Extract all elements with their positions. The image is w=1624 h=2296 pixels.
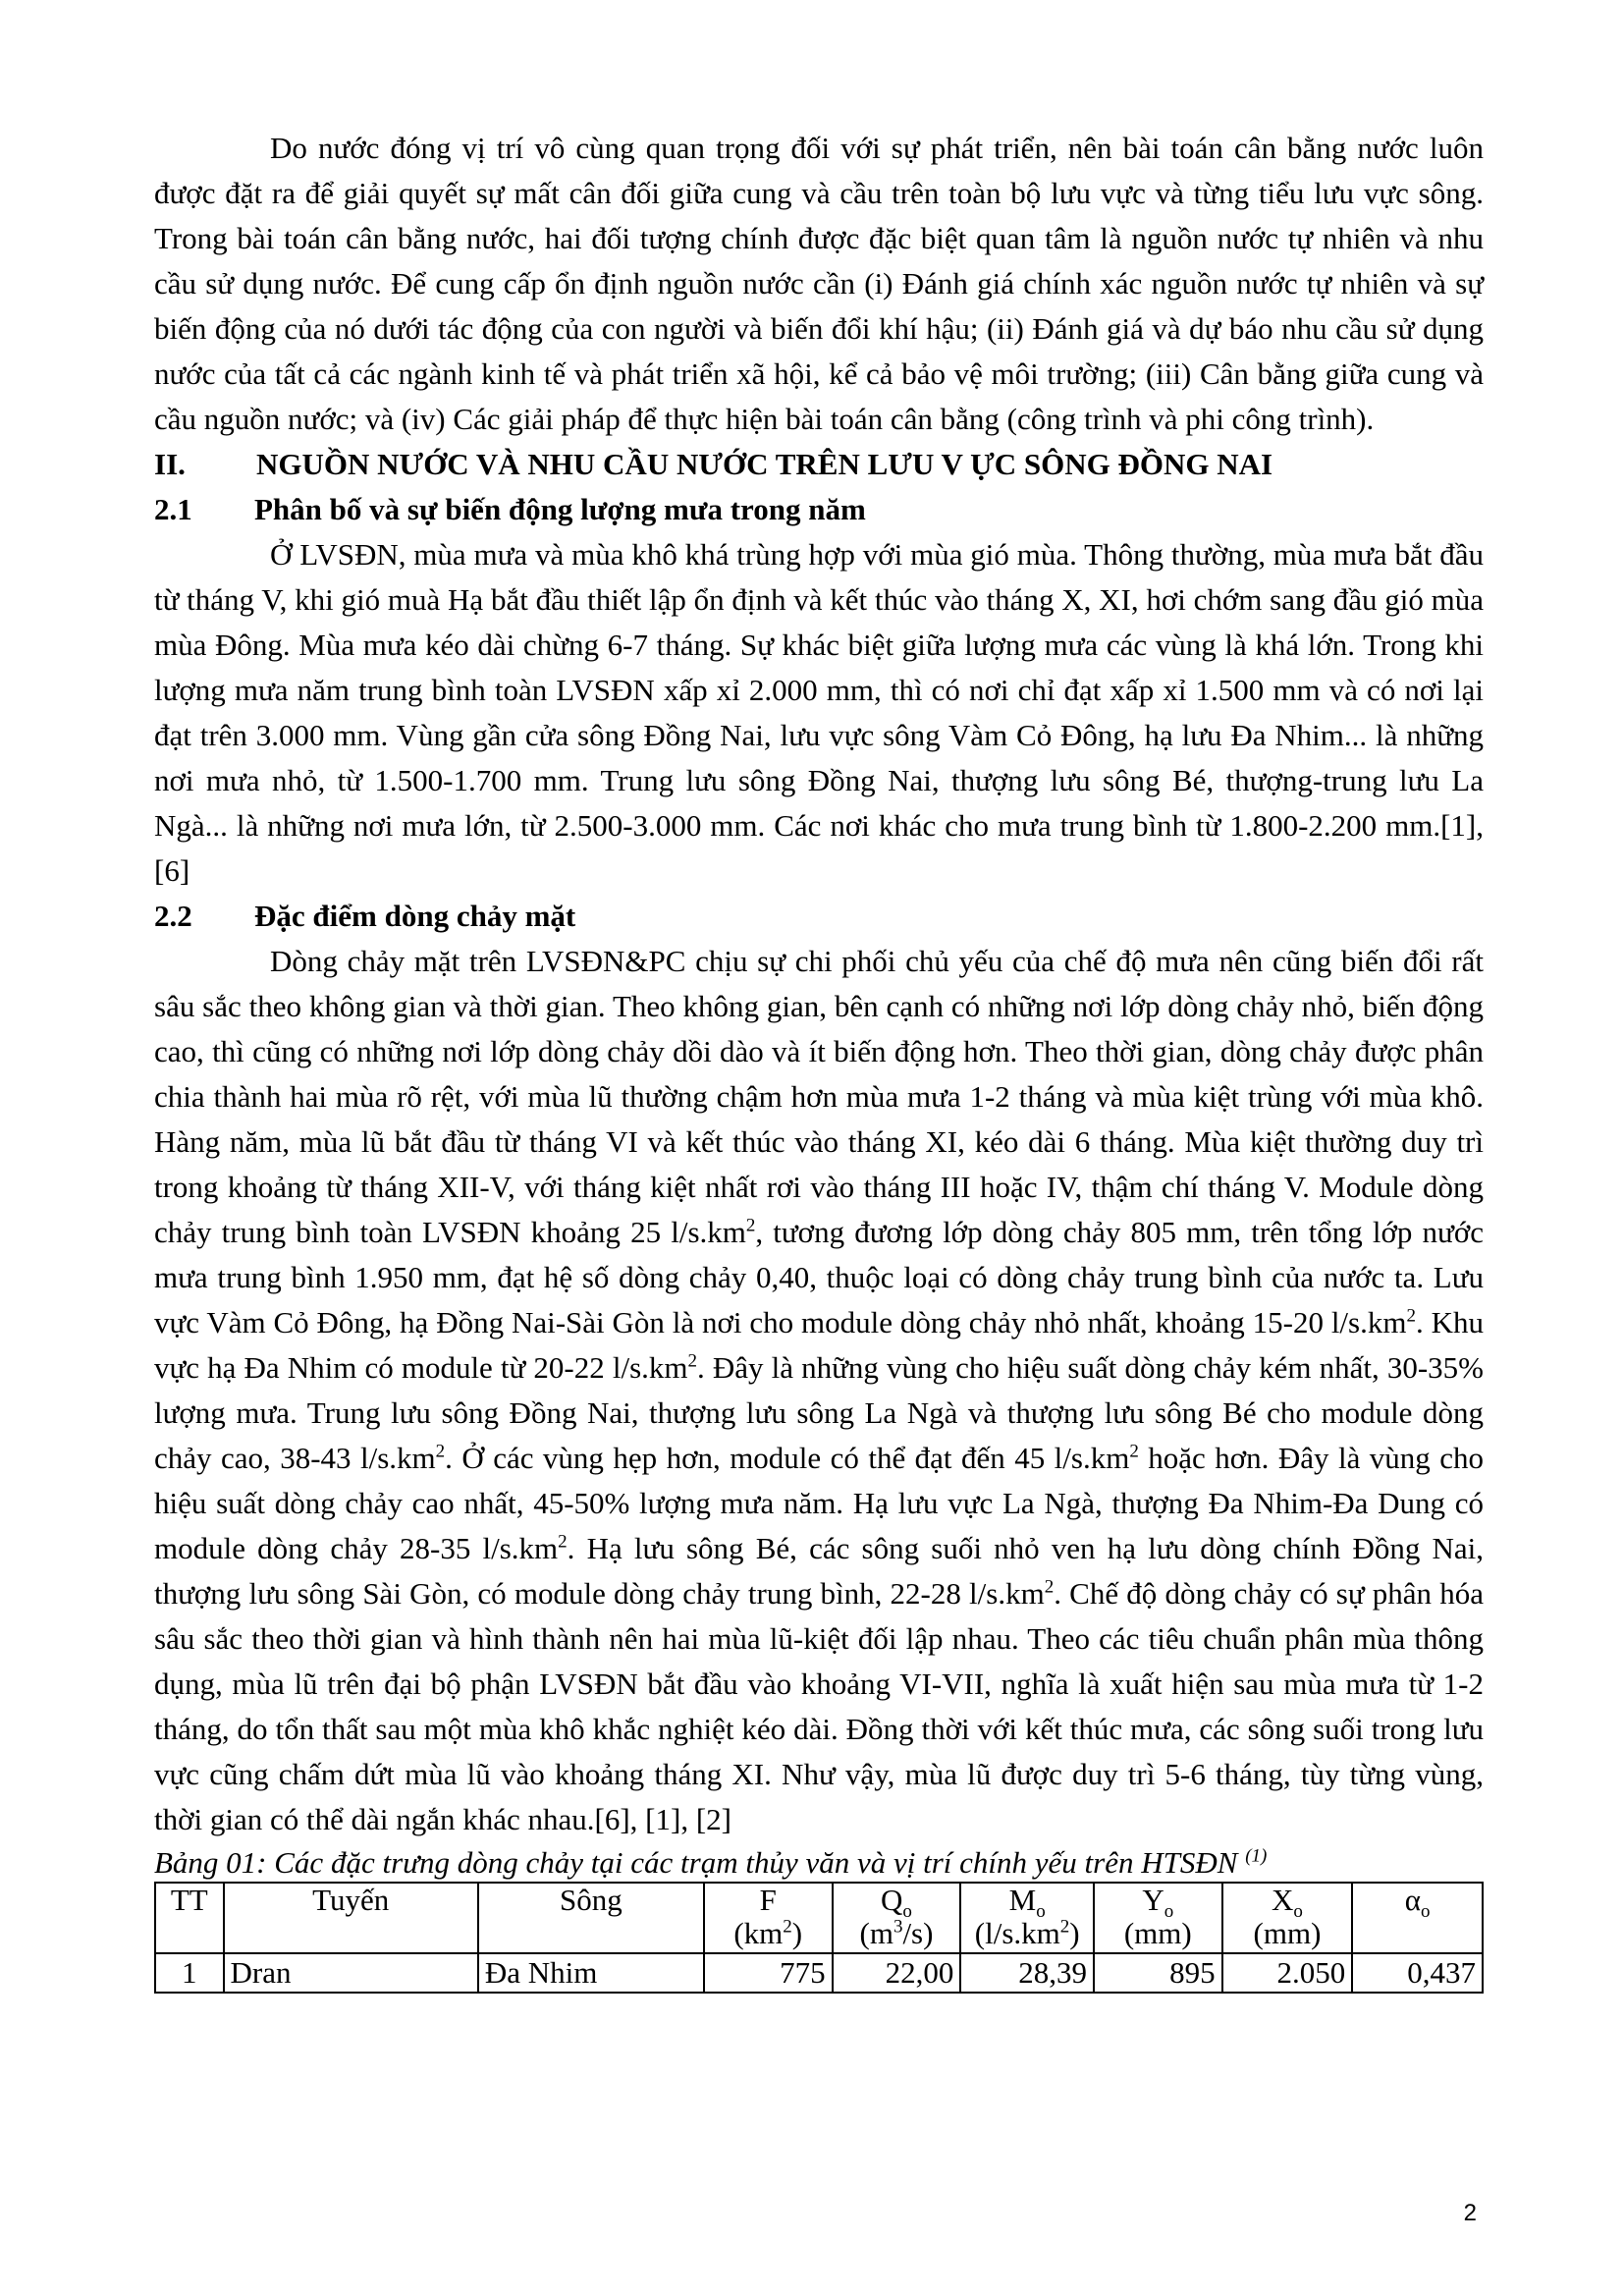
table-caption xyxy=(154,1844,1484,1882)
cell-q: 22,00 xyxy=(833,1953,961,1993)
header-song xyxy=(478,1883,704,1953)
subsection-heading-2-2 xyxy=(154,894,1484,939)
superscript: 2 xyxy=(435,1441,446,1462)
page-number: 2 xyxy=(1463,2200,1477,2226)
cell-song: Đa Nhim xyxy=(478,1953,704,1993)
header-symbol: F xyxy=(759,1883,777,1917)
runoff-text-2: , tương đương lớp dòng chảy 805 mm, trên tổng lớp nước mưa trung bình 1.950 mm, đạt hệ số dòng chảy 0,40, thuộc loại có dòng chảy trung bình của nước ta. Lưu vực Vàm Cỏ Đông, hạ Đồng Nai-Sài Gòn là nơi cho module dòng chảy nhỏ nhất, khoảng 15-20 l/s.km xyxy=(154,1215,1484,1339)
header-q xyxy=(833,1883,961,1953)
runoff-text-6: hoặc hơn. Đây là vùng cho hiệu suất dòng chảy cao nhất, 45-50% lượng mưa năm. Hạ lưu vực La Ngà, thượng Đa Nhim-Đa Dung có module dòng chảy 28-35 l/s.km xyxy=(154,1441,1484,1565)
cell-tuyen: Dran xyxy=(224,1953,478,1993)
runoff-characteristics-table xyxy=(154,1882,1484,1994)
runoff-text-1: Dòng chảy mặt trên LVSĐN&PC chịu sự chi phối chủ yếu của chế độ mưa nên cũng biến đổi rất sâu sắc theo không gian và thời gian. Theo không gian, bên cạnh có những nơi lớp dòng chảy nhỏ, biến động cao, thì cũng có những nơi lớp dòng chảy dồi dào và ít biến động hơn. Theo thời gian, dòng chảy được phân chia thành hai mùa rõ rệt, với mùa lũ thường chậm hơn mùa mưa 1-2 tháng và mùa kiệt trùng với mùa khô. Hàng năm, mùa lũ bắt đầu từ tháng VI và kết thúc vào tháng XI, kéo dài 6 tháng. Mùa kiệt thường duy trì trong khoảng từ tháng XII-V, với tháng kiệt nhất rơi vào tháng III hoặc IV, thậm chí tháng V. Module dòng chảy trung bình toàn LVSĐN khoảng 25 l/s.km xyxy=(154,944,1484,1249)
caption-text: Bảng 01: Các đặc trưng dòng chảy tại các trạm thủy văn và vị trí chính yếu trên HTSĐN xyxy=(154,1845,1238,1880)
section-heading-2 xyxy=(154,442,1484,487)
cell-x: 2.050 xyxy=(1222,1953,1353,1993)
runoff-paragraph xyxy=(154,939,1484,1842)
cell-f: 775 xyxy=(704,1953,833,1993)
header-unit: (km xyxy=(733,1916,784,1950)
header-subscript: o xyxy=(1293,1901,1303,1923)
cell-tt: 1 xyxy=(155,1953,224,1993)
header-label: Sông xyxy=(559,1883,623,1917)
header-symbol: X xyxy=(1272,1883,1294,1917)
header-symbol: M xyxy=(1008,1883,1037,1917)
superscript: 2 xyxy=(745,1215,756,1236)
header-alpha xyxy=(1352,1883,1483,1953)
header-subscript: o xyxy=(1036,1901,1046,1923)
header-unit: (mm) xyxy=(1123,1916,1192,1950)
header-label: Tuyến xyxy=(312,1883,390,1917)
header-unit: ) xyxy=(791,1916,803,1950)
intro-paragraph: Do nước đóng vị trí vô cùng quan trọng đối với sự phát triển, nên bài toán cân bằng nước luôn được đặt ra để giải quyết sự mất cân đối giữa cung và cầu trên toàn bộ lưu vực và từng tiểu lưu vực sông. Trong bài toán cân bằng nước, hai đối tượng chính được đặc biệt quan tâm là nguồn nước tự nhiên và nhu cầu sử dụng nước. Để cung cấp ổn định nguồn nước cần (i) Đánh giá chính xác nguồn nước tự nhiên và sự biến động của nó dưới tác động của con người và biến đổi khí hậu; (ii) Đánh giá và dự báo nhu cầu sử dụng nước của tất cả các ngành kinh tế và phát triển xã hội, kể cả bảo vệ môi trường; (iii) Cân bằng giữa cung và cầu nguồn nước; và (iv) Các giải pháp để thực hiện bài toán cân bằng (công trình và phi công trình). xyxy=(154,131,1484,436)
header-unit-sup: 2 xyxy=(1059,1916,1070,1938)
subsection-number: 2.2 xyxy=(154,899,192,933)
header-unit: /s) xyxy=(902,1916,934,1950)
runoff-text-7: . Hạ lưu sông Bé, các sông suối nhỏ ven hạ lưu dòng chính Đồng Nai, thượng lưu sông Sài Gòn, có module dòng chảy trung bình, 22-28 l/s.km xyxy=(154,1531,1485,1611)
subsection-number: 2.1 xyxy=(154,492,192,526)
header-unit-sup: 2 xyxy=(783,1916,792,1938)
header-symbol: Y xyxy=(1142,1883,1164,1917)
subsection-title: Đặc điểm dòng chảy mặt xyxy=(254,899,576,933)
header-symbol: Q xyxy=(881,1883,903,1917)
runoff-text-3: . Khu vực hạ Đa Nhim có module từ 20-22 l/s.km xyxy=(154,1305,1484,1385)
header-unit: (l/s.km xyxy=(974,1916,1060,1950)
superscript: 2 xyxy=(1044,1576,1055,1598)
header-subscript: o xyxy=(1421,1901,1431,1923)
header-subscript: o xyxy=(902,1901,912,1923)
header-m xyxy=(960,1883,1094,1953)
runoff-text-4: . Đây là những vùng cho hiệu suất dòng chảy kém nhất, 30-35% lượng mưa. Trung lưu sông Đồng Nai, thượng lưu sông La Ngà và thượng lưu sông Bé cho module dòng chảy cao, 38-43 l/s.km xyxy=(154,1350,1485,1475)
cell-alpha: 0,437 xyxy=(1352,1953,1483,1993)
section-title: NGUỒN NƯỚC VÀ NHU CẦU NƯỚC TRÊN LƯU V ỰC SÔNG ĐỒNG NAI xyxy=(256,447,1273,481)
table-row xyxy=(155,1953,1483,1993)
header-label: TT xyxy=(170,1883,208,1917)
superscript: 2 xyxy=(1129,1441,1139,1462)
superscript: 2 xyxy=(687,1350,698,1372)
header-x xyxy=(1222,1883,1353,1953)
superscript: 2 xyxy=(558,1531,568,1553)
rainfall-paragraph: Ở LVSĐN, mùa mưa và mùa khô khá trùng hợp với mùa gió mùa. Thông thường, mùa mưa bắt đầu từ tháng V, khi gió muà Hạ bắt đầu thiết lập ổn định và kết thúc vào tháng X, XI, hơi chớm sang đầu gió mùa mùa Đông. Mùa mưa kéo dài chừng 6-7 tháng. Sự khác biệt giữa lượng mưa các vùng là khá lớn. Trong khi lượng mưa năm trung bình toàn LVSĐN xấp xỉ 2.000 mm, thì có nơi chỉ đạt xấp xỉ 1.500 mm và có nơi lại đạt trên 3.000 mm. Vùng gần cửa sông Đồng Nai, lưu vực sông Vàm Cỏ Đông, hạ lưu Đa Nhim... là những nơi mưa nhỏ, từ 1.500-1.700 mm. Trung lưu sông Đồng Nai, thượng lưu sông Bé, thượng-trung lưu La Ngà... là những nơi mưa lớn, từ 2.500-3.000 mm. Các nơi khác cho mưa trung bình từ 1.800-2.200 mm.[1], [6] xyxy=(154,537,1484,888)
header-subscript: o xyxy=(1164,1901,1174,1923)
cell-m: 28,39 xyxy=(960,1953,1094,1993)
cell-y: 895 xyxy=(1094,1953,1222,1993)
superscript: 2 xyxy=(1406,1305,1416,1327)
header-tt xyxy=(155,1883,224,1953)
runoff-text-5: . Ở các vùng hẹp hơn, module có thể đạt đến 45 l/s.km xyxy=(445,1441,1130,1475)
runoff-text-8: . Chế độ dòng chảy có sự phân hóa sâu sắc theo thời gian và hình thành nên hai mùa lũ-kiệt đối lập nhau. Theo các tiêu chuẩn phân mùa thông dụng, mùa lũ trên đại bộ phận LVSĐN bắt đầu vào khoảng VI-VII, nghĩa là xuất hiện sau mùa mưa từ 1-2 tháng, do tổn thất sau một mùa khô khắc nghiệt kéo dài. Đồng thời với kết thúc mưa, các sông suối trong lưu vực cũng chấm dứt mùa lũ vào khoảng tháng XI. Như vậy, mùa lũ được duy trì 5-6 tháng, tùy từng vùng, thời gian có thể dài ngắn khác nhau.[6], [1], [2] xyxy=(154,1576,1484,1836)
section-number: II. xyxy=(154,447,186,481)
header-unit: (m xyxy=(859,1916,893,1950)
header-unit-sup: 3 xyxy=(893,1916,903,1938)
header-f xyxy=(704,1883,833,1953)
page-content xyxy=(154,126,1484,1994)
header-symbol: α xyxy=(1404,1883,1422,1917)
header-y xyxy=(1094,1883,1222,1953)
subsection-heading-2-1 xyxy=(154,487,1484,532)
table-header-row xyxy=(155,1883,1483,1953)
caption-footnote-mark: (1) xyxy=(1245,1845,1268,1867)
subsection-title: Phân bố và sự biến động lượng mưa trong năm xyxy=(254,492,866,526)
header-tuyen xyxy=(224,1883,478,1953)
header-unit: ) xyxy=(1069,1916,1080,1950)
header-unit: (mm) xyxy=(1253,1916,1322,1950)
